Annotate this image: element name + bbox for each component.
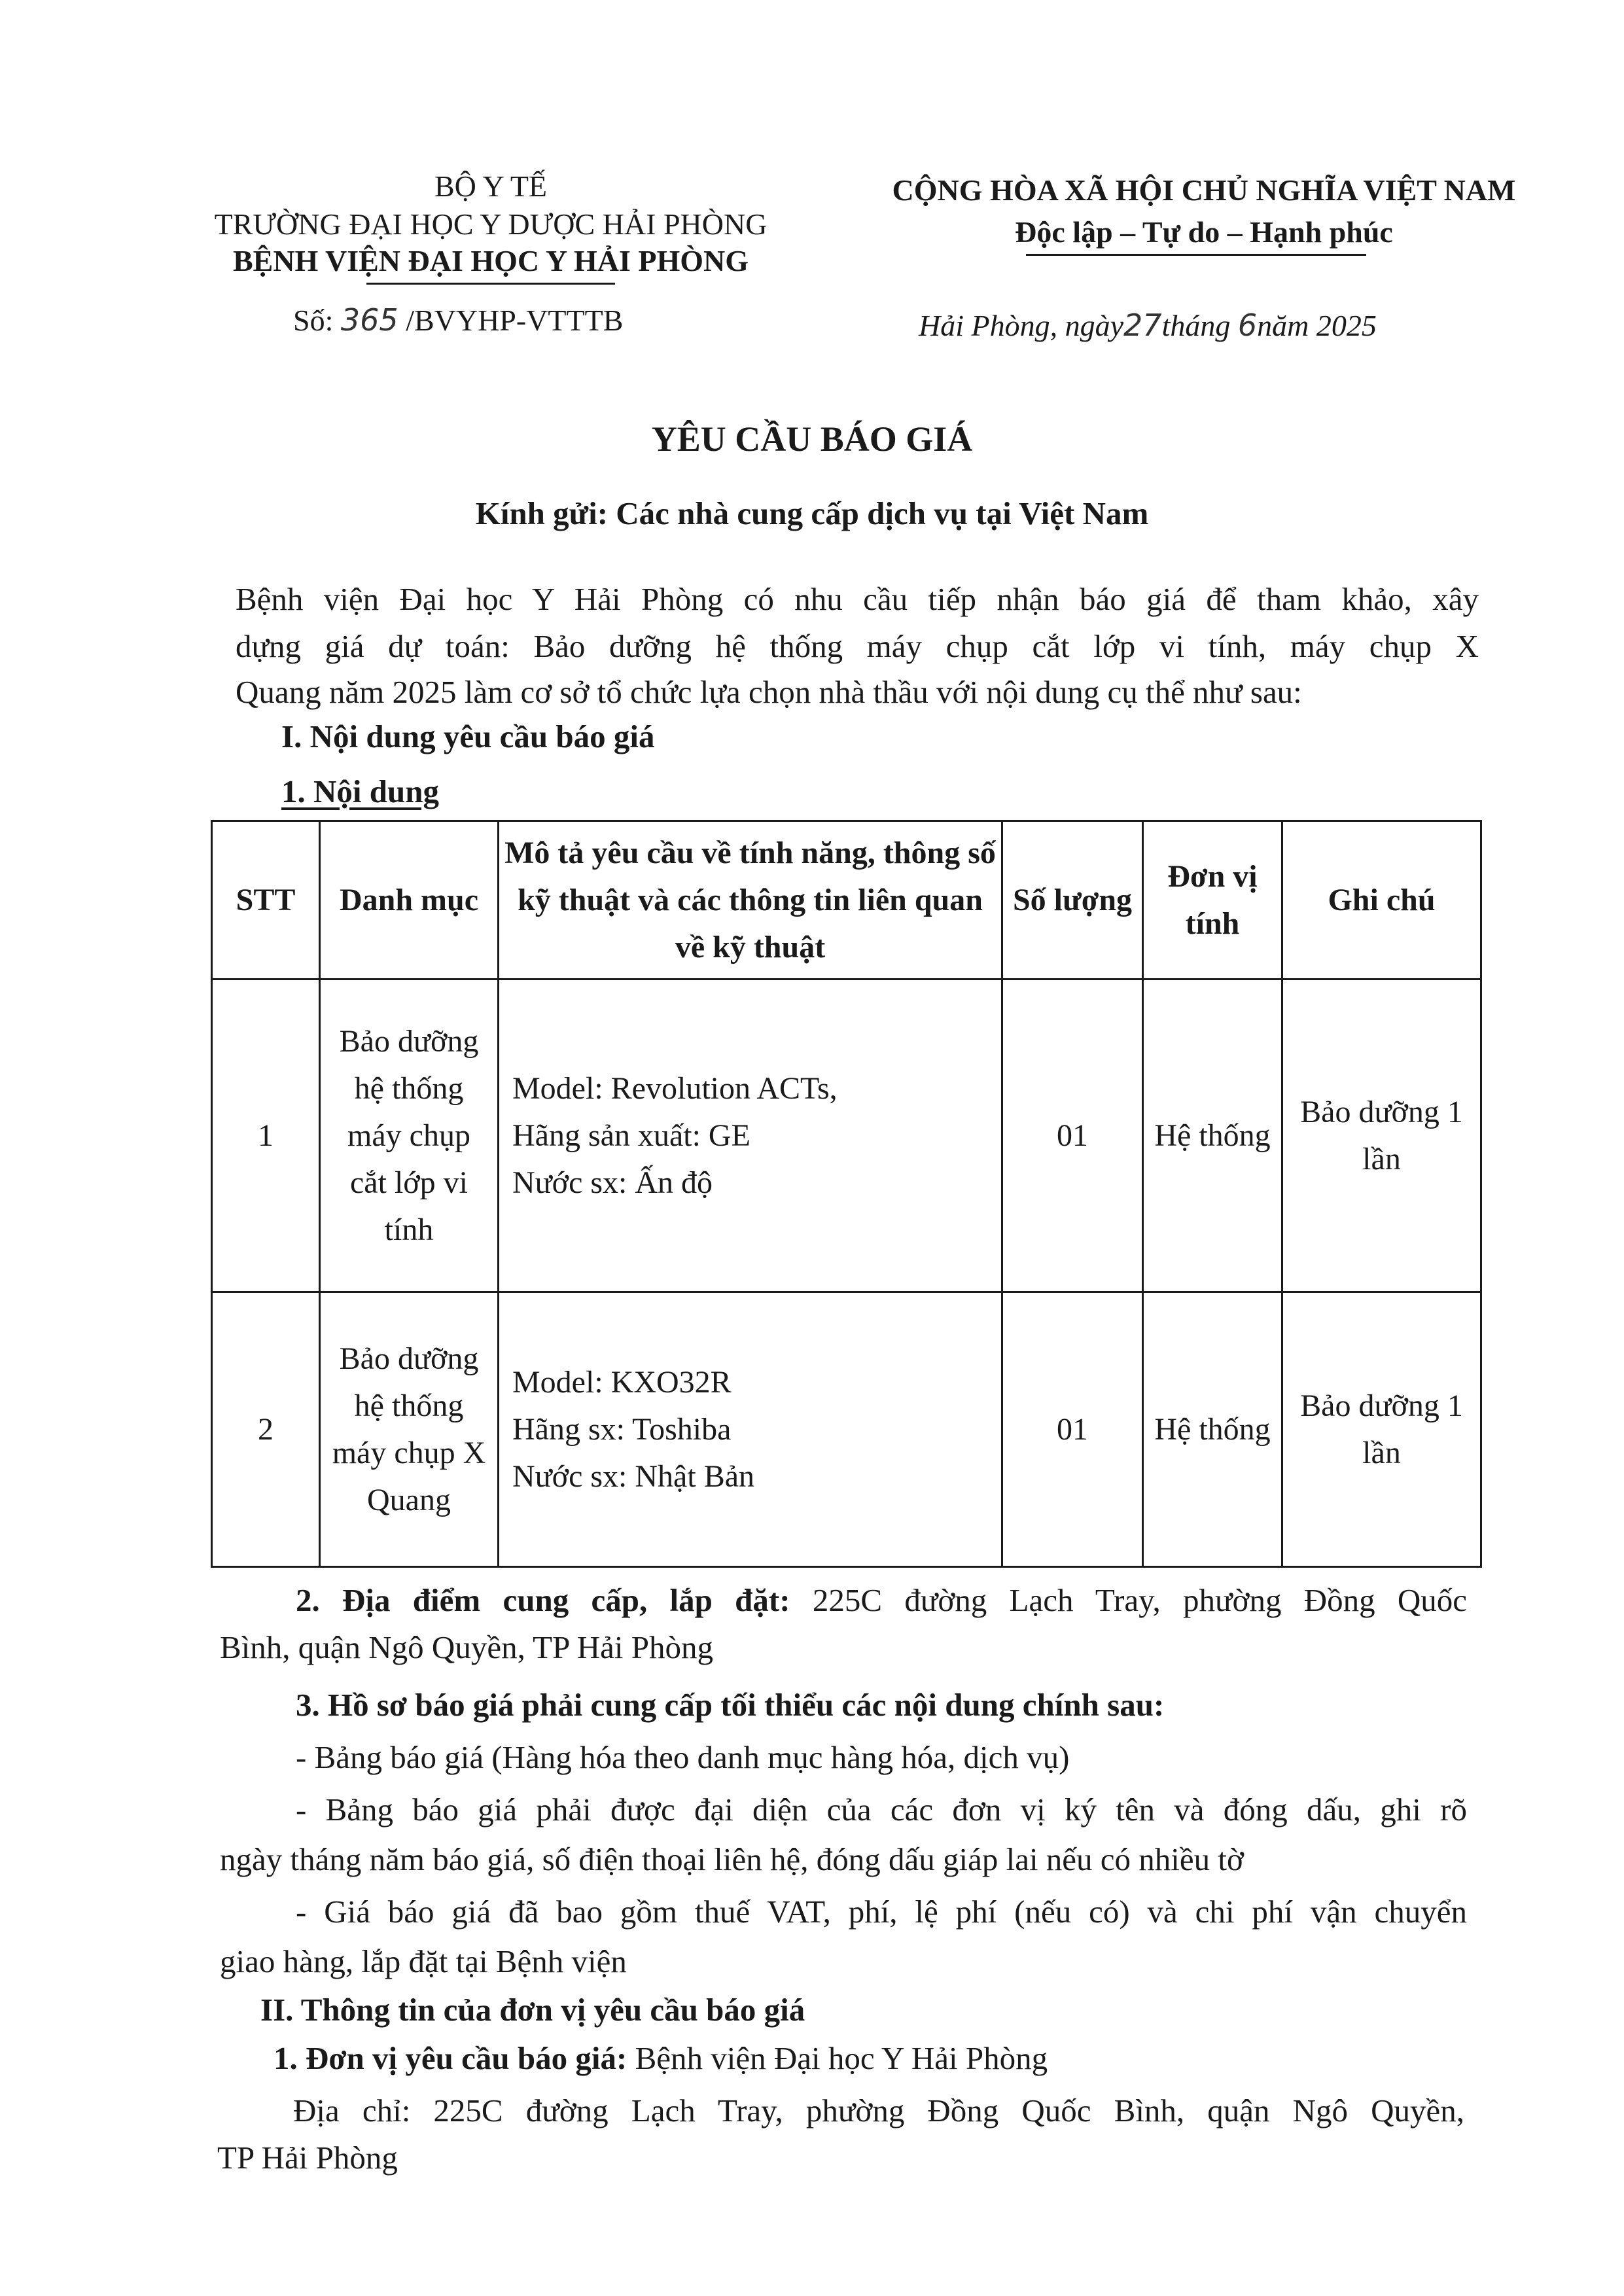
date-day-handwritten: 27 <box>1123 308 1162 343</box>
row-1-ghi-chu: Bảo dưỡng 1 lần <box>1282 980 1481 1292</box>
delivery-location-cont: Bình, quận Ngô Quyền, TP Hải Phòng <box>220 1629 714 1665</box>
quotation-items-table <box>211 820 1482 1568</box>
requesting-unit-value: Bệnh viện Đại học Y Hải Phòng <box>635 2040 1048 2076</box>
ministry-name: BỘ Y TẾ <box>434 169 548 203</box>
header-ghi-chu: Ghi chú <box>1282 821 1481 980</box>
row-1-so-luong: 01 <box>1002 980 1143 1292</box>
row-1-stt: 1 <box>212 980 320 1292</box>
motto-underline <box>1026 254 1366 256</box>
requesting-unit-label: 1. Đơn vị yêu cầu báo giá: <box>274 2040 627 2076</box>
table-row <box>212 1292 1481 1567</box>
delivery-location-text: 225C đường Lạch Tray, phường Đồng Quốc <box>812 1582 1468 1618</box>
requirement-bullet-2-cont: ngày tháng năm báo giá, số điện thoại liên hệ, đóng dấu giáp lai nếu có nhiều tờ <box>220 1841 1244 1877</box>
hospital-underline <box>366 283 615 285</box>
requirement-bullet-3: - Giá báo giá đã bao gồm thuế VAT, phí, lệ phí (nếu có) và chi phí vận chuyển <box>296 1894 1467 1930</box>
requesting-unit <box>274 2035 1048 2082</box>
requirement-bullet-3-cont: giao hàng, lắp đặt tại Bệnh viện <box>220 1943 627 1979</box>
row-1-manufacturer: Hãng sản xuất: GE <box>512 1118 750 1153</box>
row-2-so-luong: 01 <box>1002 1292 1143 1567</box>
national-motto: Độc lập – Tự do – Hạnh phúc <box>1015 215 1393 249</box>
document-title: YÊU CẦU BÁO GIÁ <box>651 419 973 459</box>
row-1-model: Model: Revolution ACTs, <box>512 1070 838 1106</box>
requesting-unit-address-cont: TP Hải Phòng <box>217 2140 398 2176</box>
section-1-heading: I. Nội dung yêu cầu báo giá <box>281 718 655 754</box>
row-1-danh-muc: Bảo dưỡng hệ thống máy chụp cắt lớp vi tính <box>320 980 499 1292</box>
row-2-origin: Nước sx: Nhật Bản <box>512 1458 755 1494</box>
recipient-line: Kính gửi: Các nhà cung cấp dịch vụ tại Việt Nam <box>475 495 1149 531</box>
doc-number-suffix: /BVYHP-VTTTB <box>406 304 624 337</box>
quotation-requirements-heading: 3. Hồ sơ báo giá phải cung cấp tối thiểu các nội dung chính sau: <box>296 1687 1165 1723</box>
delivery-location <box>296 1577 1467 1624</box>
doc-number-handwritten: 365 <box>340 302 398 338</box>
row-2-mo-ta <box>499 1292 1002 1567</box>
requirement-bullet-2: - Bảng báo giá phải được đại diện của các đơn vị ký tên và đóng dấu, ghi rõ <box>296 1792 1467 1828</box>
date-month-label: tháng <box>1161 309 1231 342</box>
date-place: Hải Phòng, ngày <box>919 309 1124 342</box>
intro-line-1: Bệnh viện Đại học Y Hải Phòng có nhu cầu tiếp nhận báo giá để tham khảo, xây <box>236 581 1479 617</box>
requesting-unit-address: Địa chỉ: 225C đường Lạch Tray, phường Đồng Quốc Bình, quận Ngô Quyền, <box>293 2093 1464 2128</box>
row-2-stt: 2 <box>212 1292 320 1567</box>
document-date <box>919 306 1377 345</box>
intro-line-3: Quang năm 2025 làm cơ sở tổ chức lựa chọn nhà thầu với nội dung cụ thể như sau: <box>236 674 1302 710</box>
header-danh-muc: Danh mục <box>320 821 499 980</box>
date-month-handwritten: 6 <box>1237 308 1258 343</box>
table-header-row <box>212 821 1481 980</box>
table-row <box>212 980 1481 1292</box>
delivery-location-label: 2. Địa điểm cung cấp, lắp đặt: <box>296 1582 790 1618</box>
header-mo-ta: Mô tả yêu cầu về tính năng, thông số kỹ thuật và các thông tin liên quan về kỹ thuật <box>499 821 1002 980</box>
date-year: năm 2025 <box>1257 309 1377 342</box>
row-2-model: Model: KXO32R <box>512 1364 732 1400</box>
header-stt: STT <box>212 821 320 980</box>
doc-number-prefix: Số: <box>293 304 334 337</box>
requirement-bullet-1: - Bảng báo giá (Hàng hóa theo danh mục hàng hóa, dịch vụ) <box>296 1739 1070 1775</box>
section-1-sub-heading: 1. Nội dung <box>281 773 440 809</box>
row-2-manufacturer: Hãng sx: Toshiba <box>512 1411 732 1447</box>
country-name: CỘNG HÒA XÃ HỘI CHỦ NGHĨA VIỆT NAM <box>892 173 1516 207</box>
row-1-origin: Nước sx: Ấn độ <box>512 1165 713 1200</box>
hospital-name: BỆNH VIỆN ĐẠI HỌC Y HẢI PHÒNG <box>232 244 749 277</box>
row-1-don-vi: Hệ thống <box>1143 980 1282 1292</box>
section-2-heading: II. Thông tin của đơn vị yêu cầu báo giá <box>260 1992 805 2028</box>
row-1-mo-ta <box>499 980 1002 1292</box>
document-number <box>293 301 623 340</box>
intro-line-2: dựng giá dự toán: Bảo dưỡng hệ thống máy chụp cắt lớp vi tính, máy chụp X <box>236 628 1479 664</box>
row-2-don-vi: Hệ thống <box>1143 1292 1282 1567</box>
row-2-ghi-chu: Bảo dưỡng 1 lần <box>1282 1292 1481 1567</box>
row-2-danh-muc: Bảo dưỡng hệ thống máy chụp X Quang <box>320 1292 499 1567</box>
header-so-luong: Số lượng <box>1002 821 1143 980</box>
university-name: TRƯỜNG ĐẠI HỌC Y DƯỢC HẢI PHÒNG <box>214 207 768 241</box>
header-don-vi: Đơn vị tính <box>1143 821 1282 980</box>
